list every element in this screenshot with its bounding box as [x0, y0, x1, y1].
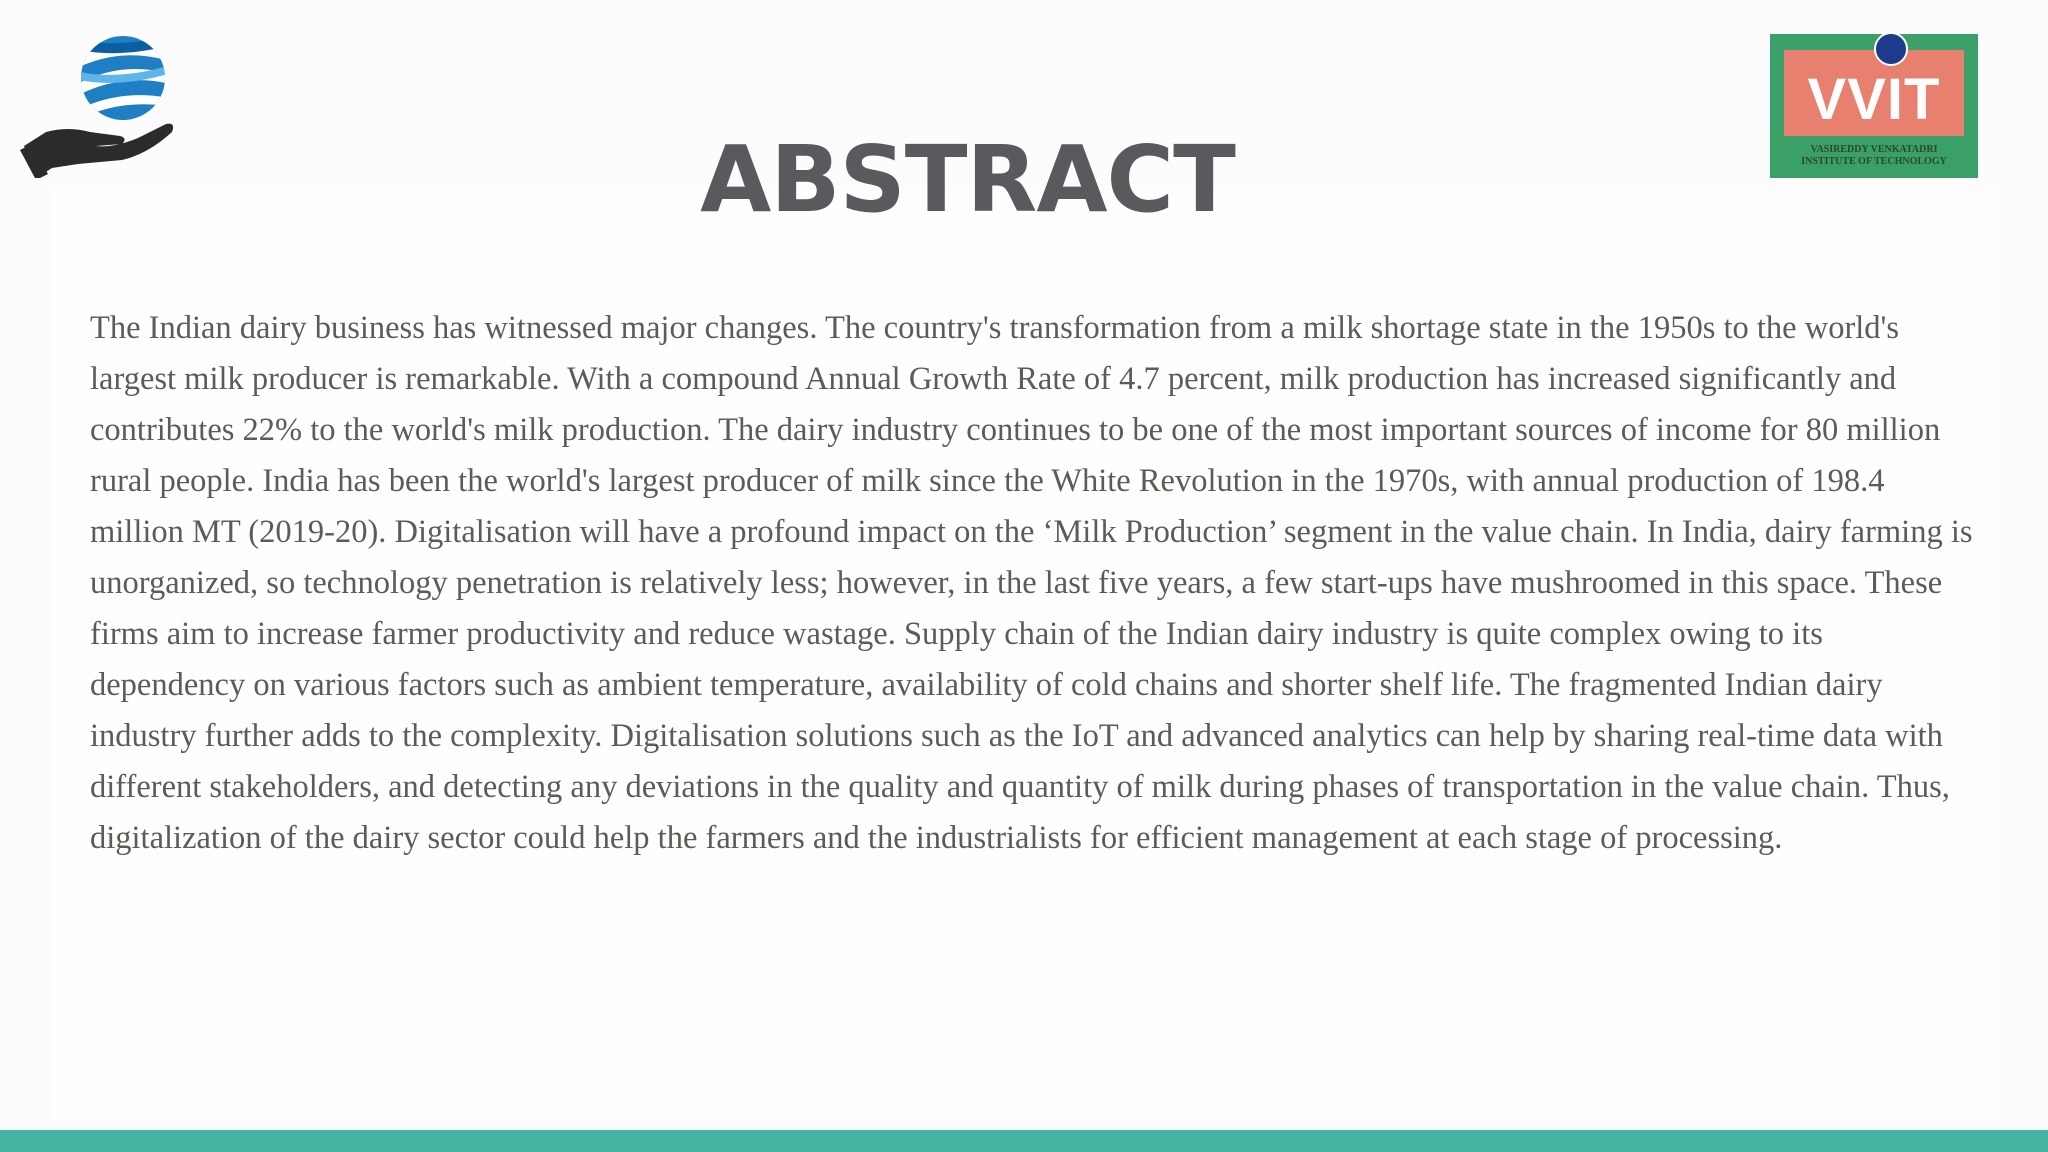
vvit-logo-caption	[1778, 144, 1970, 168]
vvit-caption-line-1: VASIREDDY VENKATADRI	[1810, 144, 1938, 155]
page-title: ABSTRACT	[700, 126, 1235, 233]
vvit-caption-line-2: INSTITUTE OF TECHNOLOGY	[1801, 156, 1947, 167]
globe-in-hand-icon	[18, 28, 178, 178]
vvit-emblem-icon	[1874, 32, 1908, 66]
footer-accent-bar	[0, 1130, 2048, 1152]
vvit-logo-text: VVIT	[1807, 67, 1941, 132]
vvit-logo	[1770, 34, 1978, 178]
vvit-logo-banner	[1784, 50, 1964, 136]
abstract-body-text: The Indian dairy business has witnessed major changes. The country's transformation from a milk shortage state in the 1950s to the world's largest milk producer is remarkable. With a compound Annual Growth Rate of 4.7 percent, milk production has increased significantly and contributes 22% to the world's milk production. The dairy industry continues to be one of the most important sources of income for 80 million rural people. India has been the world's largest producer of milk since the White Revolution in the 1970s, with annual production of 198.4 million MT (2019-20). Digitalisation will have a profound impact on the ‘Milk Production’ segment in the value chain. In India, dairy farming is unorganized, so technology penetration is relatively less; however, in the last five years, a few start-ups have mushroomed in this space. These firms aim to increase farmer productivity and reduce wastage. Supply chain of the Indian dairy industry is quite complex owing to its dependency on various factors such as ambient temperature, availability of cold chains and shorter shelf life. The fragmented Indian dairy industry further adds to the complexity. Digitalisation solutions such as the IoT and advanced analytics can help by sharing real-time data with different stakeholders, and detecting any deviations in the quality and quantity of milk during phases of transportation in the value chain. Thus, digitalization of the dairy sector could help the farmers and the industrialists for efficient management at each stage of processing.	[90, 310, 1973, 856]
